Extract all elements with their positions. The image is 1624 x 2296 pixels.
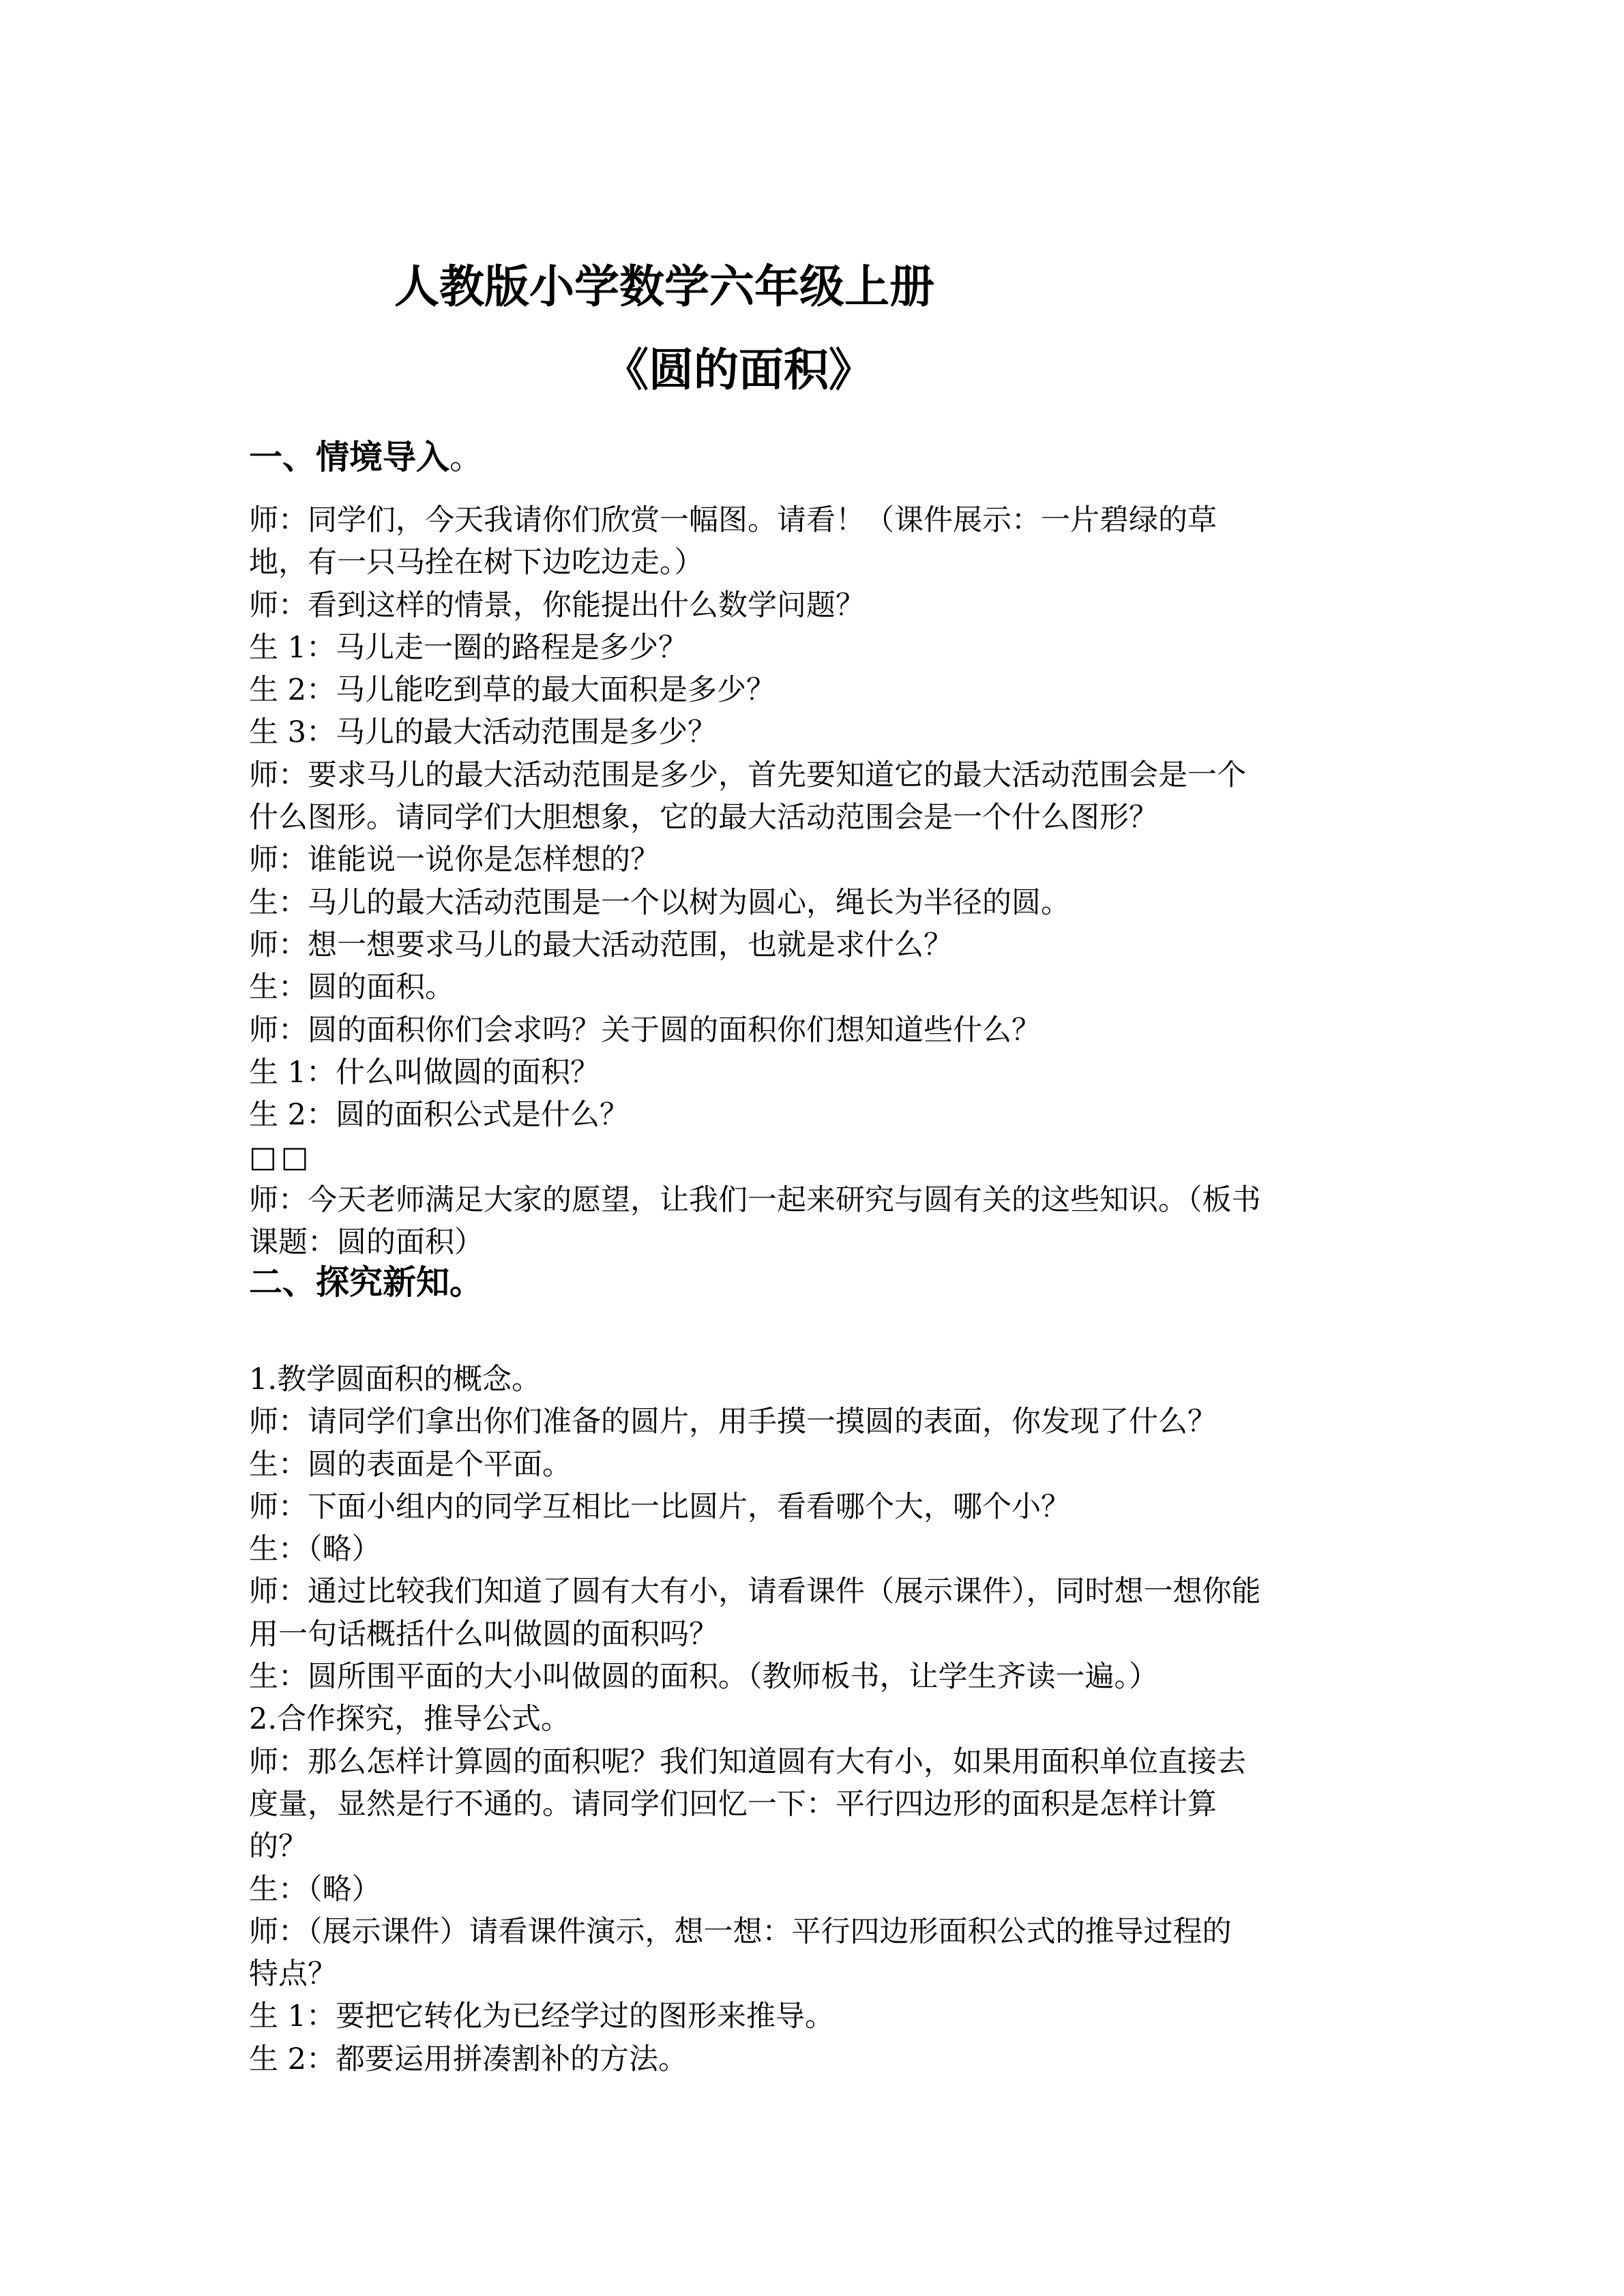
text-line: 课题：圆的面积） — [249, 1225, 484, 1260]
document-subtitle: 《圆的面积》 — [604, 343, 874, 396]
paragraph — [249, 499, 1385, 584]
text-line: 生 2：圆的面积公式是什么？ — [249, 1098, 630, 1133]
text-line: 地，有一只马拴在树下边吃边走。） — [249, 546, 704, 580]
paragraph — [249, 839, 1385, 881]
paragraph — [249, 1911, 1385, 1996]
paragraph — [249, 1052, 1385, 1094]
text-line: 生 2：都要运用拼凑割补的方法。 — [249, 2042, 688, 2076]
section-heading-explore: 二、探究新知。 — [249, 1262, 484, 1302]
text-line: 特点？ — [249, 1957, 337, 1992]
paragraph — [249, 711, 1385, 754]
text-line: 生 3：马儿的最大活动范围是多少？ — [249, 715, 718, 750]
text-line: 生：马儿的最大活动范围是一个以树为圆心，绳长为半径的圆。 — [249, 885, 1070, 920]
text-line: 用一句话概括什么叫做圆的面积吗？ — [249, 1617, 718, 1652]
text-line: 生：圆所围平面的大小叫做圆的面积。（教师板书，让学生齐读一遍。） — [249, 1660, 1158, 1695]
paragraph — [249, 1401, 1385, 1443]
section-heading-text: 一、情境导入 — [249, 437, 450, 477]
paragraph — [249, 924, 1385, 966]
paragraph — [249, 1741, 1385, 1868]
text-line: 师：请同学们拿出你们准备的圆片，用手摸一摸圆的表面，你发现了什么？ — [249, 1405, 1217, 1440]
text-line: 什么图形。请同学们大胆想象，它的最大活动范围会是一个什么图形？ — [249, 801, 1158, 835]
text-line: 师：圆的面积你们会求吗？关于圆的面积你们想知道些什么？ — [249, 1013, 1041, 1047]
section-heading-punctuation: 。 — [449, 438, 484, 477]
paragraph — [249, 882, 1385, 924]
text-line: 师：（展示课件）请看课件演示，想一想：平行四边形面积公式的推导过程的 — [249, 1914, 1232, 1949]
text-line: 生 1：什么叫做圆的面积？ — [249, 1055, 600, 1090]
text-line: 1.教学圆面积的概念。 — [249, 1362, 542, 1397]
section-heading-intro — [249, 436, 483, 478]
paragraph — [249, 966, 1385, 1009]
paragraph — [249, 1698, 1385, 1740]
text-line: 师：那么怎样计算圆的面积呢？我们知道圆有大有小，如果用面积单位直接去 — [249, 1744, 1246, 1779]
paragraph — [249, 754, 1385, 839]
text-line: 生：（略） — [249, 1872, 381, 1907]
text-line: 师：看到这样的情景，你能提出什么数学问题？ — [249, 588, 865, 623]
text-line: 生：圆的表面是个平面。 — [249, 1447, 572, 1482]
paragraph — [249, 669, 1385, 711]
paragraph — [249, 584, 1385, 627]
text-line: 师：通过比较我们知道了圆有大有小，请看课件（展示课件），同时想一想你能 — [249, 1575, 1261, 1609]
text-line: 生：圆的面积。 — [249, 970, 454, 1005]
section-body-intro — [249, 499, 1385, 1264]
paragraph — [249, 1868, 1385, 1911]
section-body-explore — [249, 1358, 1385, 2081]
text-line: 师：谁能说一说你是怎样想的？ — [249, 843, 660, 878]
text-line: 生 2：马儿能吃到草的最大面积是多少？ — [249, 673, 776, 708]
paragraph — [249, 1486, 1385, 1528]
paragraph — [249, 1570, 1385, 1656]
text-line: 师：下面小组内的同学互相比一比圆片，看看哪个大，哪个小？ — [249, 1489, 1070, 1524]
text-line: 师：想一想要求马儿的最大活动范围，也就是求什么？ — [249, 927, 953, 962]
text-line: 度量，显然是行不通的。请同学们回忆一下：平行四边形的面积是怎样计算 — [249, 1787, 1217, 1821]
paragraph — [249, 1009, 1385, 1052]
text-line: 师：同学们，今天我请你们欣赏一幅图。请看！（课件展示：一片碧绿的草 — [249, 503, 1217, 537]
paragraph — [249, 2038, 1385, 2081]
text-line: 生 1：要把它转化为已经学过的图形来推导。 — [249, 1999, 835, 2034]
paragraph — [249, 1656, 1385, 1698]
text-line: 的？ — [249, 1830, 308, 1864]
paragraph — [249, 1444, 1385, 1486]
paragraph — [249, 1094, 1385, 1136]
paragraph — [249, 1528, 1385, 1570]
paragraph — [249, 1995, 1385, 2038]
text-line: 师：要求马儿的最大活动范围是多少，首先要知道它的最大活动范围会是一个 — [249, 758, 1246, 792]
text-line: 2.合作探究，推导公式。 — [249, 1702, 571, 1737]
paragraph — [249, 627, 1385, 669]
text-line: 师：今天老师满足大家的愿望，让我们一起来研究与圆有关的这些知识。（板书 — [249, 1182, 1261, 1217]
document-title: 人教版小学数学六年级上册 — [394, 260, 934, 313]
placeholder-boxes: □□ — [249, 1140, 313, 1175]
paragraph — [249, 1136, 1385, 1178]
paragraph — [249, 1358, 1385, 1401]
text-line: 生：（略） — [249, 1532, 381, 1567]
text-line: 生 1：马儿走一圈的路程是多少？ — [249, 630, 688, 665]
paragraph — [249, 1179, 1385, 1264]
